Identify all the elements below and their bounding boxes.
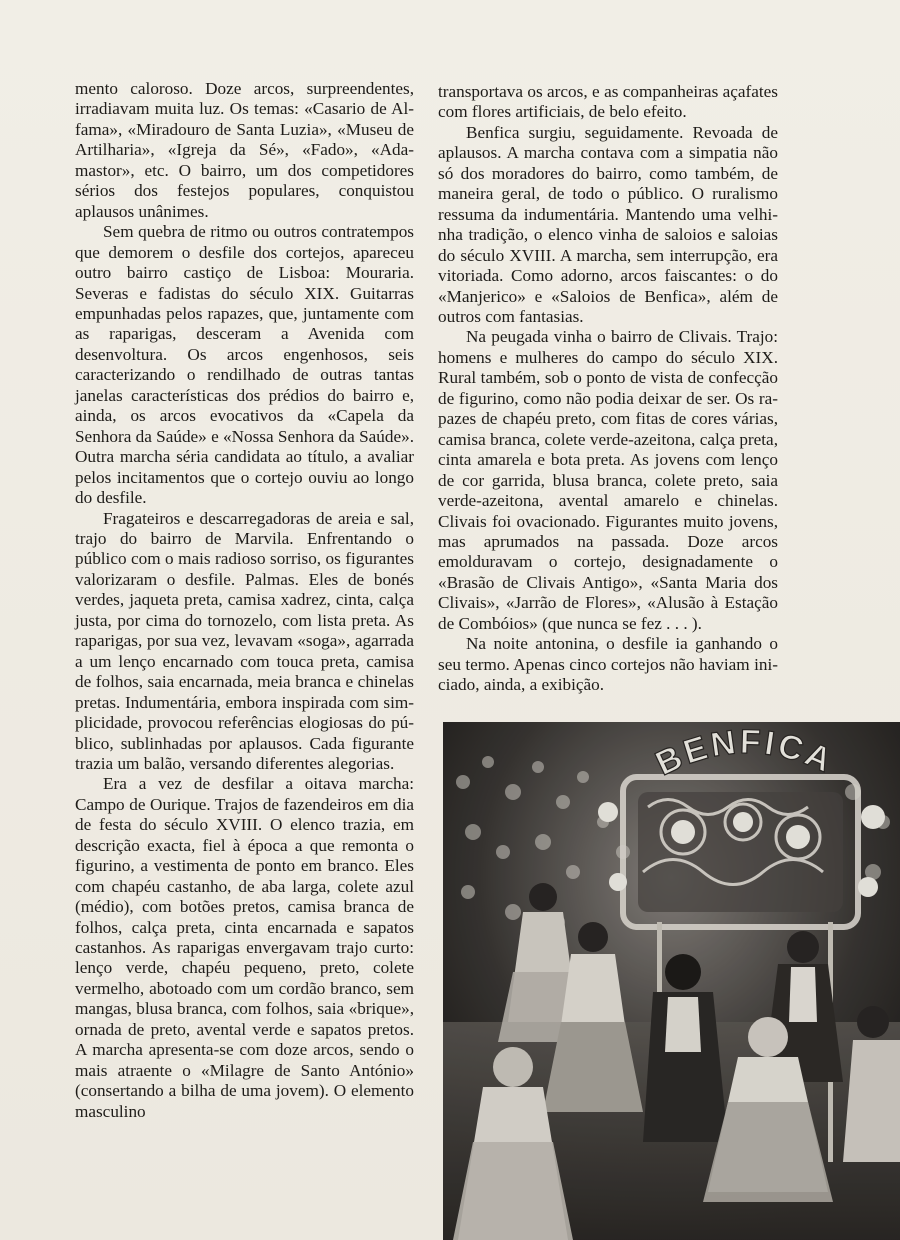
paragraph: Era a vez de desfilar a oitava marcha: Campo de Ourique. Trajos de fazendeiros em dia de festa do século XVIII. O elenco trazia, em descrição exacta, fiel à época a que remonta o figurino, a vestimenta de ponto em branco. Eles com chapéu castanho, de aba larga, colete azul (médio), com botões pretos, camisa branca de folhos, calça preta, cinta encarnada e sapatos castanhos. As raparigas envergavam trajo curto: lenço verde, chapéu pequeno, preto, colete vermelho, abotoado com um cordão branco, sem mangas, blusa branca, com folhos, saia «brique», ornada de preto, avental verde e sapatos pretos. A marcha apresenta-se com doze arcos, sendo o mais atraente o «Milagre de Santo António» (consertando a bilha de uma jovem). O elemento masculino xyxy=(75,774,414,1121)
paragraph: Fragateiros e descarregadoras de areia e sal, trajo do bairro de Marvila. Enfrentando o público com o mais radioso sorriso, os figurantes valorizaram o desfile. Palmas. Eles de bonés verdes, jaqueta preta, camisa xadrez, cinta, calça justa, por cima do tornozelo, com lista preta. As raparigas, por sua vez, levavam «soga», agarrada a um lenço encarnado com touca preta, camisa de folhos, saia encarnada, meia branca e chinelas pretas. Indumentária, embora inspirada com simplicidade, provocou referências elogiosas do público, sublinhadas por aplausos. Cada figurante trazia um balão, versando diferentes alegorias. xyxy=(75,508,414,773)
paragraph: mento caloroso. Doze arcos, surpreendentes, irradiavam muita luz. Os temas: «Casario de Alfama», «Miradouro de Santa Luzia», «Museu de Artilharia», «Igreja da Sé», «Fado», «Adamastor», etc. O bairro, um dos competidores sérios dos festejos populares, conquistou aplausos unânimes. xyxy=(75,79,414,221)
paragraph: Benfica surgiu, seguidamente. Revoada de aplausos. A marcha contava com a simpatia não só dos moradores do bairro, como também, de maneira geral, de todo o público. O ruralismo ressuma da indumentária. Mantendo uma velhinha tradição, o elenco vinha de saloios e saloias do século XVIII. A marcha, sem interrupção, era vitoriada. Como adorno, arcos faiscantes: o do «Manjerico» e «Saloios de Benfica», além de outros com fantasias. xyxy=(438,122,778,326)
photo-illustration xyxy=(443,722,900,1240)
parade-photograph xyxy=(443,722,900,1240)
paragraph: Na noite antonina, o desfile ia ganhando o seu termo. Apenas cinco cortejos não haviam iniciado, ainda, a exibição. xyxy=(438,634,778,695)
arch-sign-text: BENFICA xyxy=(649,722,840,784)
paragraph: Sem quebra de ritmo ou outros contratempos que demorem o desfile dos cortejos, apareceu outro bairro castiço de Lisboa: Mouraria. Severas e fadistas do século XIX. Guitarras empunhadas pelos rapazes, que, juntamente com as raparigas, desceram a Avenida com desenvoltura. Os arcos engenhosos, seis caracterizando o rendilhado de outras tantas janelas características dos prédios do bairro e, ainda, os arcos evocativos da «Capela da Senhora da Saúde» e «Nossa Senhora da Saúde». Outra marcha séria candidata ao título, a avaliar pelos incitamentos que o cortejo ouviu ao longo do desfile. xyxy=(75,222,414,508)
left-text-column xyxy=(75,79,414,1122)
paragraph: transportava os arcos, e as companheiras açafates com flores artificiais, de belo efeito. xyxy=(438,82,778,122)
paragraph: Na peugada vinha o bairro de Clivais. Trajo: homens e mulheres do campo do século XIX. Rural também, sob o ponto de vista de confecção de figurino, como não podia deixar de ser. Os rapazes de chapéu preto, com fitas de cores várias, camisa branca, colete verde-azeitona, calça preta, cinta amarela e bota preta. As jovens com lenço de cor garrida, blusa branca, colete preto, saia verde-azeitona, avental amarelo e chinelas. Clivais foi ovacionado. Figurantes muito jovens, mas aprumados na passada. Doze arcos emolduravam o cortejo, designadamente o «Brasão de Clivais Antigo», «Santa Maria dos Clivais», «Jarrão de Flores», «Alusão à Estação de Combóios» (que nunca se fez . . . ). xyxy=(438,327,778,633)
right-text-column xyxy=(438,82,778,696)
